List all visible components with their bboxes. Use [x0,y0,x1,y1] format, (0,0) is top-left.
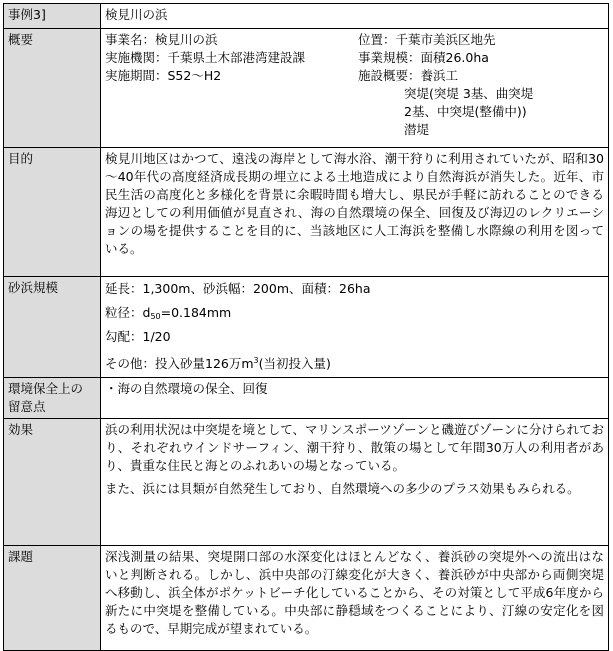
case-title: 検見川の浜 [101,4,609,29]
period: 実施期間：S52～H2 [105,68,222,83]
overview-content [101,29,609,148]
environment-label-line-1: 環境保全上の [8,381,84,396]
issues-text: 深浅測量の結果、突堤開口部の水深変化はほとんどなく、養浜砂の突堤外への流出はないと判断される。しかし、浜中央部の汀線変化が大きく、養浜砂が中央部から両側突堤へ移動し、浜全体がポケットビーチ化していることから、その対策として平成6年度から新たに中突堤を整備している。中央部に静穏域をつくることにより、汀線の安定化を図るもので、早期完成が望まれている。 [101,546,609,651]
grain-subscript: 50 [150,312,161,321]
environment-row [4,378,609,419]
overview-row [4,29,609,148]
effect-label: 効果 [4,419,101,546]
facilities-line-2: 突堤(突堤 3基、曲突堤 [404,86,534,101]
effect-paragraph-2: また、浜には貝類が自然発生しており、自然環境への多少のプラス効果もみられる。 [105,481,580,496]
agency: 実施機関：千葉県土木部港湾建設課 [105,50,306,65]
purpose-text: 検見川地区はかつて、遠浅の海岸として海水浴、潮干狩りに利用されていたが、昭和30～40年代の高度経済成長期の埋立による土地造成により自然海浜が消失した。近年、市民生活の高度化と多様化を背景に余暇時間も増大し、県民が手軽に訪れることのできる海辺としての利用価値が見直され、海の自然環境の保全、回復及び海辺のレクリエーションの場を提供することを目的に、当該地区に人工海浜を整備し水際線の利用を図っている。 [101,148,609,277]
project-name: 事業名：検見川の浜 [105,32,218,47]
sand-scale-label: 砂浜規模 [4,277,101,378]
case-table [3,3,609,651]
purpose-label: 目的 [4,148,101,277]
grain-value: =0.184mm [160,305,232,320]
case-label: 事例3] [4,4,101,29]
effect-content [101,419,609,546]
effect-paragraph-1: 浜の利用状況は中突堤を境として、マリンスポーツゾーンと磯遊びゾーンに分けられており、それぞれウインドサーフィン、潮干狩り、散策の場として年間30万人の利用者があり、貴重な住民と海とのふれあいの場となっている。 [105,422,604,473]
overview-right-column [352,31,604,139]
sand-scale-row [4,277,609,378]
effect-row [4,419,609,546]
overview-left-column [105,31,352,139]
sand-scale-content [101,277,609,378]
facilities-line-3: 2基、中突堤(整備中)) [404,104,527,119]
issues-row [4,546,609,651]
environment-text: ・海の自然環境の保全、回復 [101,378,609,419]
project-scale: 事業規模：面積26.0ha [358,50,489,65]
purpose-row [4,148,609,277]
beach-dimensions: 延長：1,300m、砂浜幅：200m、面積：26ha [105,281,371,296]
header-row [4,4,609,29]
environment-label [4,378,101,419]
sand-volume-suffix: (当初投入量) [258,356,331,371]
grain-prefix: 粒径：d [105,305,151,320]
cubic-superscript: 3 [253,356,259,365]
sand-volume [105,351,604,371]
overview-label: 概要 [4,29,101,148]
environment-label-line-2: 留意点 [8,399,46,414]
grain-size [105,303,604,323]
slope: 勾配：1/20 [105,329,171,344]
location: 位置：千葉市美浜区地先 [358,32,496,47]
sand-volume-prefix: その他：投入砂量126万m [105,356,254,371]
facilities-line-4: 潜堤 [404,122,430,137]
issues-label: 課題 [4,546,101,651]
facilities-title: 施設概要：養浜工 [358,68,459,83]
